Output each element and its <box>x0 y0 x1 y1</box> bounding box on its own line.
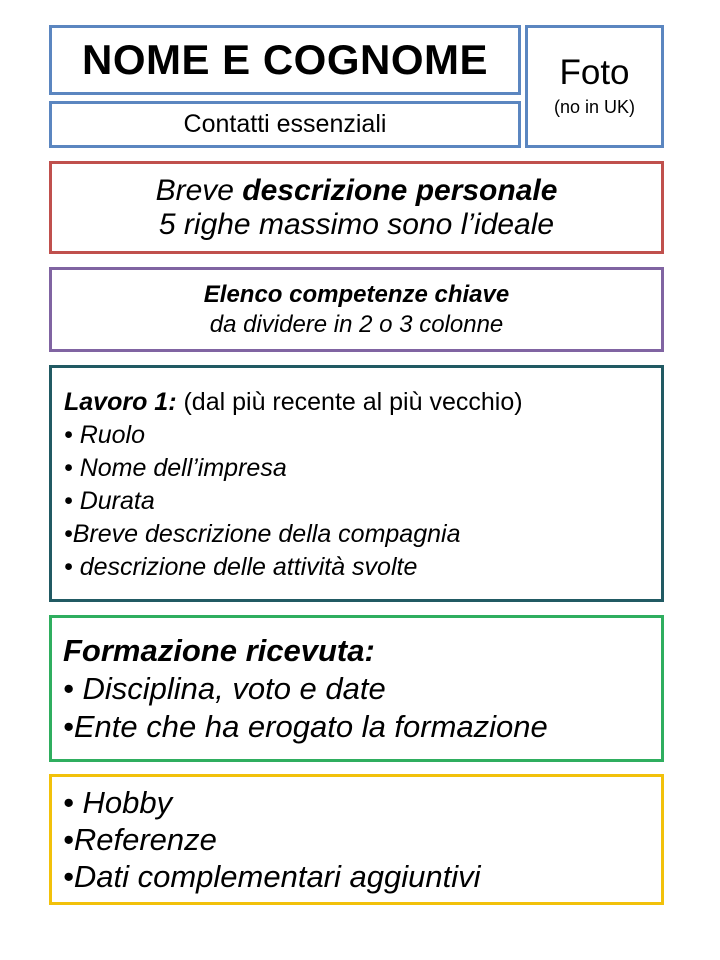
work-item: • Nome dell’impresa <box>64 454 287 482</box>
contacts-box <box>49 101 521 148</box>
education-box <box>49 615 664 762</box>
personal-description-box <box>49 161 664 254</box>
name-box <box>49 25 521 95</box>
work-item: • descrizione delle attività svolte <box>64 553 418 581</box>
description-line-2: 5 righe massimo sono l’ideale <box>158 207 555 241</box>
photo-note: (no in UK) <box>553 96 636 117</box>
additional-info-box <box>49 774 664 905</box>
description-prefix: Breve <box>155 173 243 207</box>
work-title: Lavoro 1: <box>64 388 177 416</box>
skills-subtitle: da dividere in 2 o 3 colonne <box>209 310 504 338</box>
name-title: NOME E COGNOME <box>81 36 489 83</box>
work-item: • Ruolo <box>64 421 146 449</box>
skills-title: Elenco competenze chiave <box>203 280 510 308</box>
extra-item: • Hobby <box>63 785 173 820</box>
work-item: •Breve descrizione della compagnia <box>64 520 461 548</box>
education-item: •Ente che ha erogato la formazione <box>63 709 548 744</box>
extra-item: •Dati complementari aggiuntivi <box>63 859 481 894</box>
work-item: • Durata <box>64 487 155 515</box>
key-skills-box <box>49 267 664 352</box>
education-title: Formazione ricevuta: <box>63 633 375 668</box>
extra-item: •Referenze <box>63 822 217 857</box>
work-title-line <box>64 386 661 419</box>
photo-box <box>525 25 664 148</box>
description-line-1 <box>156 174 558 208</box>
contacts-text: Contatti essenziali <box>183 110 387 138</box>
work-experience-box <box>49 365 664 602</box>
photo-title: Foto <box>559 52 630 92</box>
education-item: • Disciplina, voto e date <box>63 671 386 706</box>
work-title-note: (dal più recente al più vecchio) <box>176 388 523 416</box>
description-bold: descrizione personale <box>242 173 558 207</box>
